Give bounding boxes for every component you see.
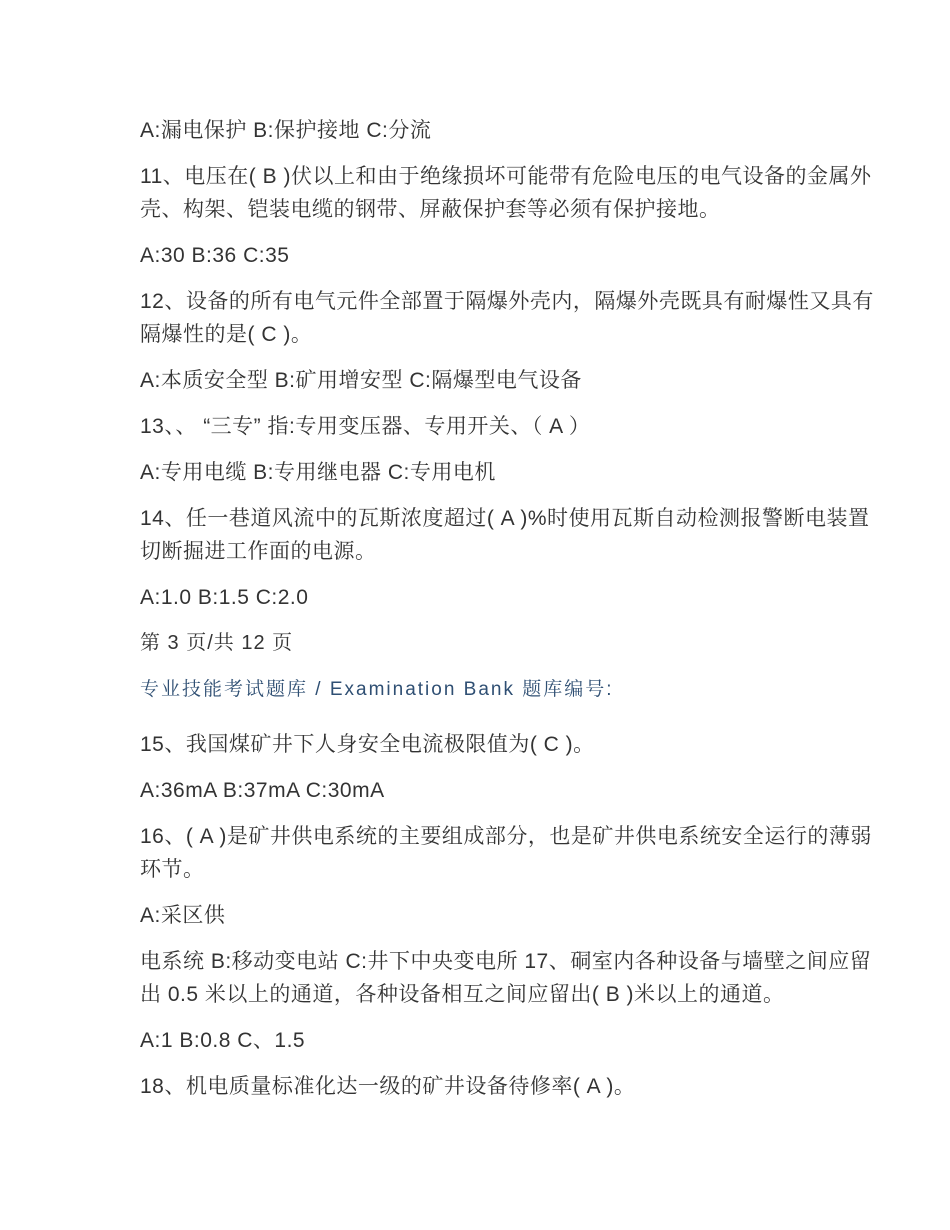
question-18 (140, 1070, 860, 1103)
options-q15-text: A:36mA B:37mA C:30mA (140, 779, 385, 802)
options-q17 (140, 1024, 860, 1057)
question-11-line-2: 壳、构架、铠装电缆的钢带、屏蔽保护套等必须有保护接地。 (140, 198, 721, 221)
options-q10-text: A:漏电保护 B:保护接地 C:分流 (140, 119, 432, 142)
bank-header-text: 专业技能考试题库 / Examination Bank 题库编号: (140, 679, 614, 700)
bank-header (140, 673, 860, 706)
options-q12 (140, 364, 860, 397)
options-q11 (140, 239, 860, 272)
question-17-line-2: 出 0.5 米以上的通道，各种设备相互之间应留出( B )米以上的通道。 (140, 983, 785, 1006)
page-number-text: 第 3 页/共 12 页 (140, 632, 294, 654)
options-q10 (140, 114, 860, 147)
question-16 (140, 820, 872, 886)
options-q12-text: A:本质安全型 B:矿用增安型 C:隔爆型电气设备 (140, 369, 582, 392)
question-12-line-1: 12、设备的所有电气元件全部置于隔爆外壳内，隔爆外壳既具有耐爆性又具有 (140, 290, 874, 313)
options-q15 (140, 774, 860, 807)
options-q14-text: A:1.0 B:1.5 C:2.0 (140, 586, 309, 609)
options-q17-text: A:1 B:0.8 C、1.5 (140, 1029, 306, 1052)
question-18-line-1: 18、机电质量标准化达一级的矿井设备待修率( A )。 (140, 1075, 636, 1098)
options-q16-part-a (140, 899, 860, 932)
question-16-line-2: 环节。 (140, 858, 205, 881)
question-11-line-1: 11、电压在( B )伏以上和由于绝缘损坏可能带有危险电压的电气设备的金属外 (140, 165, 872, 188)
question-13 (140, 410, 860, 443)
options-q16-part-a-text: A:采区供 (140, 904, 226, 927)
page-number (140, 627, 860, 660)
options-q13-text: A:专用电缆 B:专用继电器 C:专用电机 (140, 461, 496, 484)
question-14 (140, 502, 870, 568)
question-16-line-1: 16、( A )是矿井供电系统的主要组成部分，也是矿井供电系统安全运行的薄弱 (140, 825, 872, 848)
options-q14 (140, 581, 860, 614)
question-13-line-1: 13、、 “三专” 指:专用变压器、专用开关、（ A ） (140, 415, 591, 438)
question-17-line-1: 电系统 B:移动变电站 C:井下中央变电所 17、硐室内各种设备与墙壁之间应留 (140, 950, 872, 973)
question-12-line-2: 隔爆性的是( C )。 (140, 323, 313, 346)
question-14-line-2: 切断掘进工作面的电源。 (140, 540, 377, 563)
question-11 (140, 160, 872, 226)
options-q11-text: A:30 B:36 C:35 (140, 244, 290, 267)
options-q16-cont-question-17 (140, 945, 872, 1011)
question-12 (140, 285, 874, 351)
question-14-line-1: 14、任一巷道风流中的瓦斯浓度超过( A )%时使用瓦斯自动检测报警断电装置 (140, 507, 870, 530)
options-q13 (140, 456, 860, 489)
question-15-line-1: 15、我国煤矿井下人身安全电流极限值为( C )。 (140, 733, 595, 756)
question-15 (140, 728, 860, 761)
